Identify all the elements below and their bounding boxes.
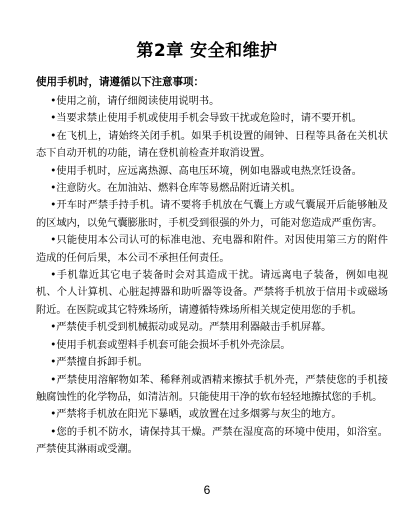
section-heading: 使用手机时，请遵循以下注意事项： [36, 76, 204, 88]
safety-item-read-manual: •使用之前，请仔细阅读使用说明书。 [50, 96, 220, 107]
safety-item-disassembly: •严禁擅自拆卸手机。 [50, 357, 148, 369]
safety-item-power-off-when-prohibited: •当要求禁止使用手机或使用手机会导致干扰或危险时，请不要开机。 [50, 113, 362, 125]
safety-item-vibration: •严禁使手机受到机械振动或晃动。严禁用利器敲击手机屏幕。 [50, 322, 332, 334]
safety-item-airplane: •在飞机上，请始终关闭手机。如果手机设置的闹钟、日程等具备在关机状态下自动开机的功能，请在登机前检查并取消设置。 [36, 130, 388, 160]
chapter-title: 第2章 安全和维护 [136, 41, 278, 61]
safety-item-sunlight: •严禁将手机放在阳光下暴晒，或放置在过多烟雾与灰尘的地方。 [50, 409, 342, 421]
safety-item-fire: •注意防火。在加油站、燃料仓库等易燃品附近请关机。 [50, 183, 301, 195]
safety-item-water: •您的手机不防水，请保持其干燥。严禁在湿度高的环境中使用，如浴室。严禁使其淋雨或受潮。 [36, 426, 388, 456]
safety-item-electronic-interference: •手机靠近其它电子装备时会对其造成干扰。请远离电子装备，例如电视机、个人计算机、心脏起搏器和助听器等设备。严禁将手机放于信用卡或磁场附近。在医院或其它特殊场所，请遵循特殊场所相关规定使用您的手机。 [36, 270, 388, 316]
safety-item-phone-case: •使用手机套或塑料手机套可能会损坏手机外壳涂层。 [50, 339, 291, 351]
page-number: 6 [203, 483, 211, 497]
safety-content [36, 74, 388, 459]
safety-item-accessories: •只能使用本公司认可的标准电池、充电器和附件。对因使用第三方的附件造成的任何后果，本公司不承担任何责任。 [36, 235, 388, 264]
safety-item-heat-sources: •使用手机时，应远离热源、高电压环境，例如电器或电热烹饪设备。 [50, 165, 362, 177]
safety-item-cleaning: •严禁使用溶解物如苯、稀释剂或酒精来擦拭手机外壳，严禁使您的手机接触腐蚀性的化学物品，如清洁剂。只能使用干净的软布轻轻地擦拭您的手机。 [36, 374, 388, 403]
safety-item-driving: •开车时严禁手持手机。请不要将手机放在气囊上方或气囊展开后能够触及的区域内，以免气囊膨胀时，手机受到很强的外力，可能对您造成严重伤害。 [36, 200, 388, 229]
